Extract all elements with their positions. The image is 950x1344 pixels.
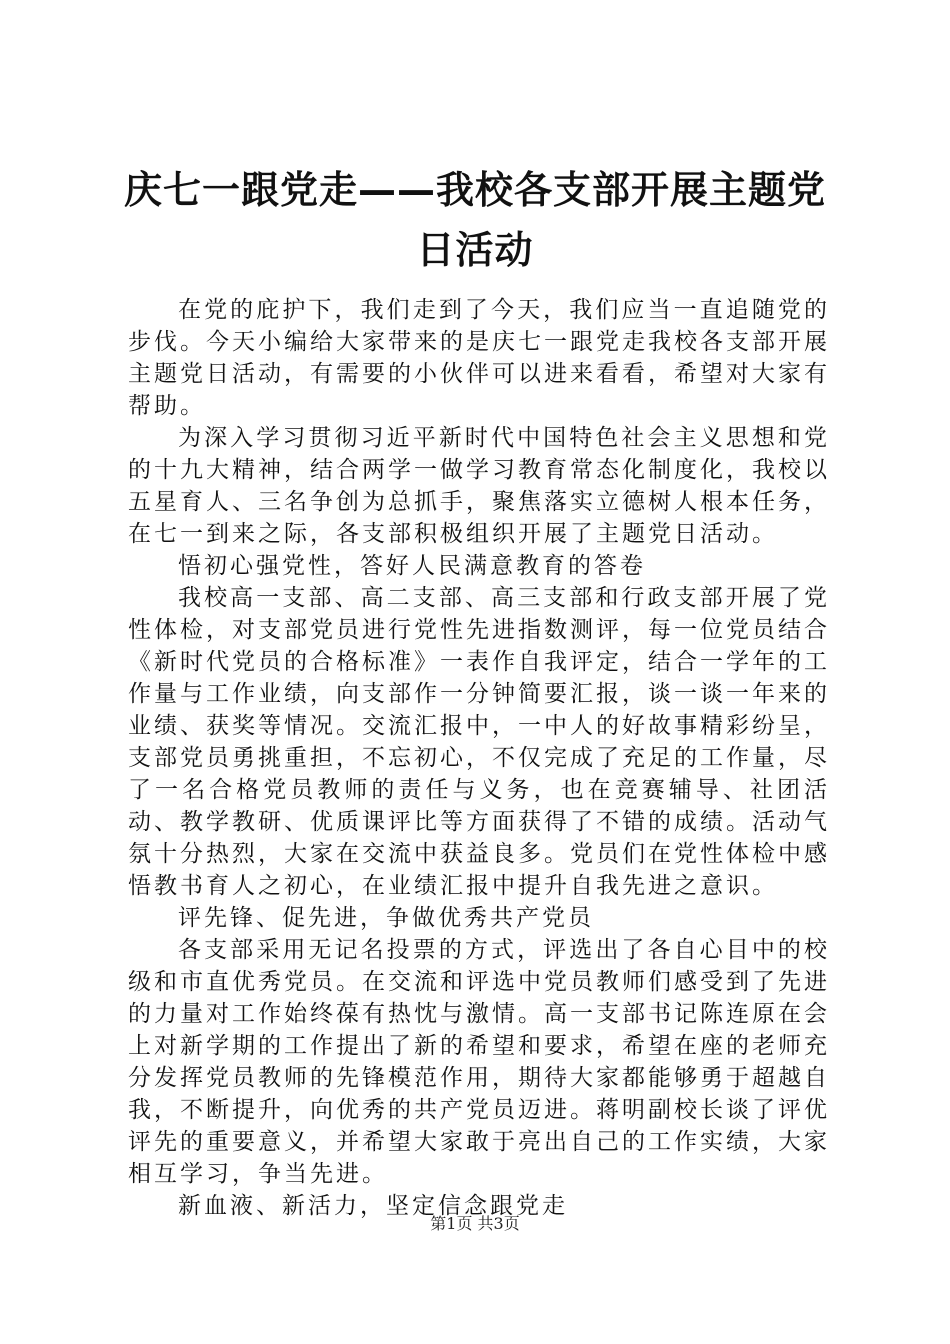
section-heading-1: 悟初心强党性，答好人民满意教育的答卷 [178,553,646,579]
document-title: 庆七一跟党走——我校各支部开展主题党日活动 [123,168,826,272]
paragraph-section-2: 各支部采用无记名投票的方式，评选出了各自心目中的校级和市直优秀党员。在交流和评选中党员教师们感受到了先进的力量对工作始终葆有热忱与激情。高一支部书记陈连原在会上对新学期的工作提出了新的希望和要求，希望在座的老师充分发挥党员教师的先锋模范作用，期待大家都能够勇于超越自我，不断提升，向优秀的共产党员迈进。蒋明副校长谈了评优评先的重要意义，并希望大家敢于亮出自己的工作实绩，大家相互学习，争当先进。 [128,937,830,1187]
document-body [128,294,830,1222]
paragraph-section-1: 我校高一支部、高二支部、高三支部和行政支部开展了党性体检，对支部党员进行党性先进指数测评，每一位党员结合《新时代党员的合格标准》一表作自我评定，结合一学年的工作量与工作业绩，向支部作一分钟简要汇报，谈一谈一年来的业绩、获奖等情况。交流汇报中，一中人的好故事精彩纷呈，支部党员勇挑重担，不忘初心，不仅完成了充足的工作量，尽了一名合格党员教师的责任与义务，也在竞赛辅导、社团活动、教学教研、优质课评比等方面获得了不错的成绩。活动气氛十分热烈，大家在交流中获益良多。党员们在党性体检中感悟教书育人之初心，在业绩汇报中提升自我先进之意识。 [128,585,830,899]
page-number-footer: 第1页 共3页 [430,1214,520,1233]
section-heading-3: 新血液、新活力，坚定信念跟党走 [178,1193,568,1219]
section-heading-2: 评先锋、促先进，争做优秀共产党员 [178,905,594,931]
paragraph-background: 为深入学习贯彻习近平新时代中国特色社会主义思想和党的十九大精神，结合两学一做学习教育常态化制度化，我校以五星育人、三名争创为总抓手，聚焦落实立德树人根本任务，在七一到来之际，各支部积极组织开展了主题党日活动。 [128,425,830,547]
paragraph-intro: 在党的庇护下，我们走到了今天，我们应当一直追随党的步伐。今天小编给大家带来的是庆七一跟党走我校各支部开展主题党日活动，有需要的小伙伴可以进来看看，希望对大家有帮助。 [128,297,830,419]
